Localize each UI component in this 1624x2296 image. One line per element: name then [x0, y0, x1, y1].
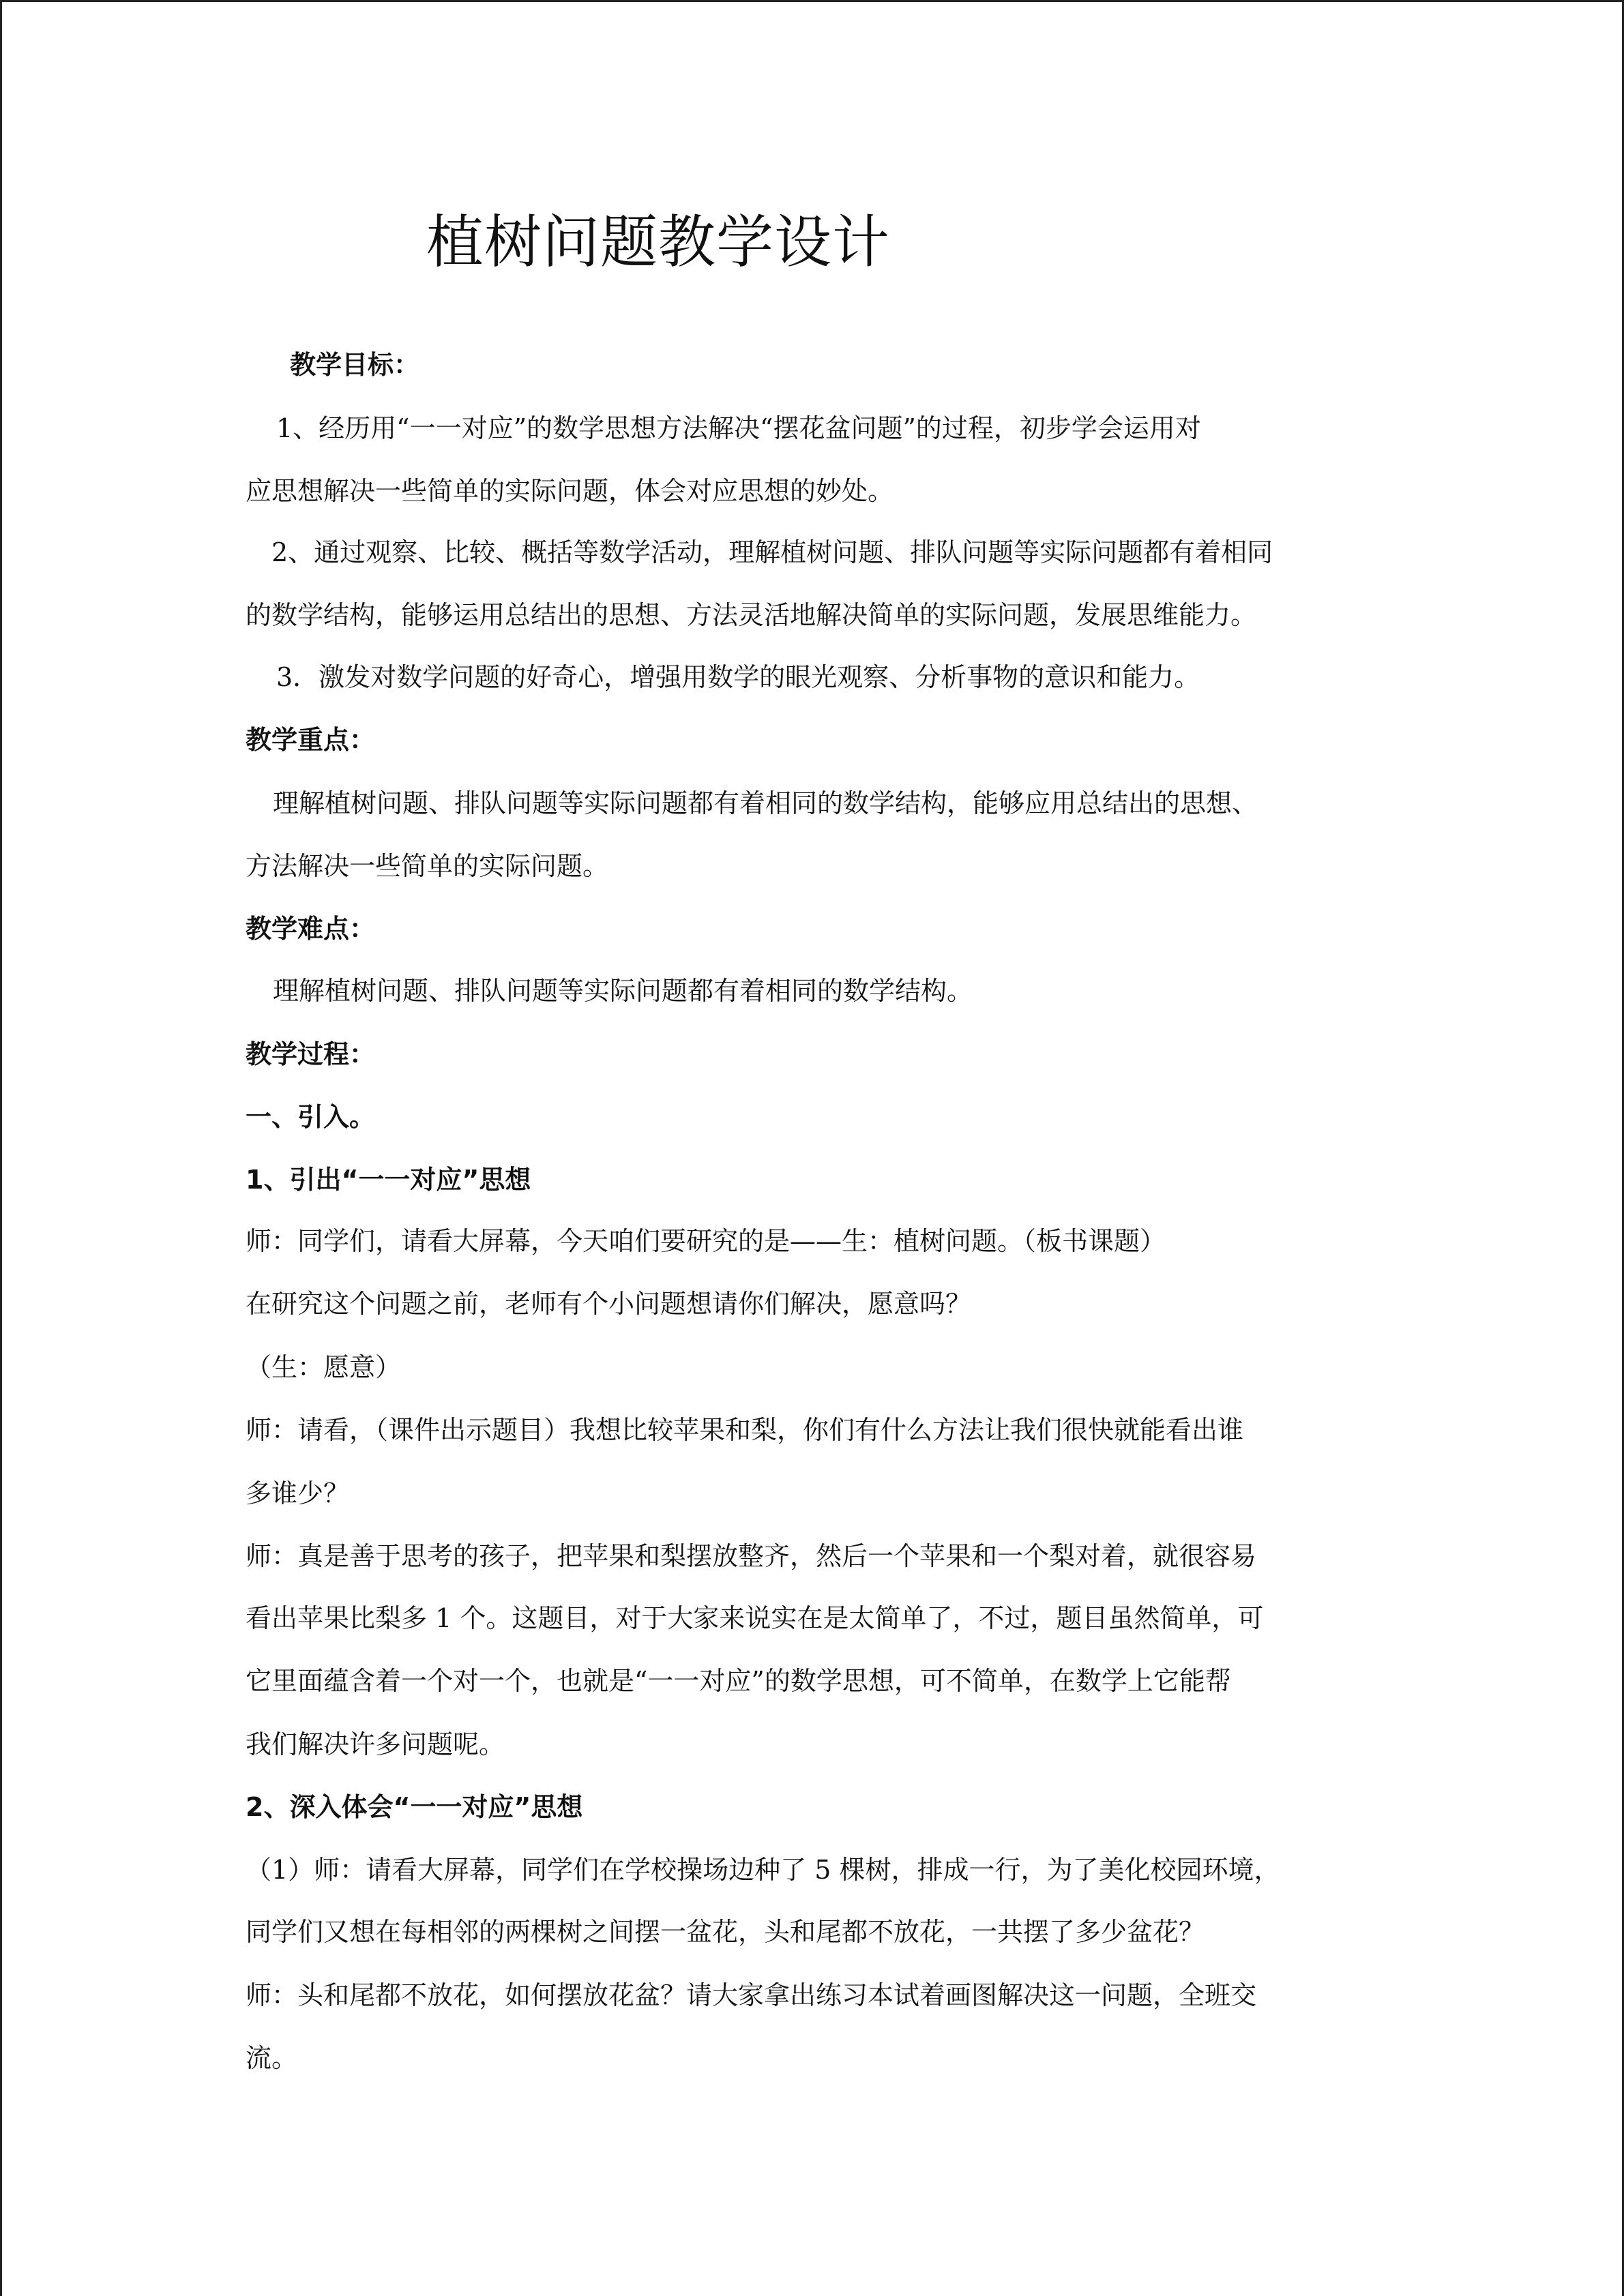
- subsection-1-heading: 1、引出“一一对应”思想: [246, 1165, 531, 1195]
- key-points-line-1: 理解植树问题、排队问题等实际问题都有着相同的数学结构，能够应用总结出的思想、: [273, 788, 1258, 818]
- objectives-heading: 教学目标：: [290, 350, 420, 380]
- paragraph-6-line-2: 同学们又想在每相邻的两棵树之间摆一盆花，头和尾都不放花，一共摆了多少盆花？: [246, 1917, 1205, 1947]
- objective-2-line-1: 2、通过观察、比较、概括等数学活动，理解植树问题、排队问题等实际问题都有着相同: [271, 537, 1273, 567]
- paragraph-2: 在研究这个问题之前，老师有个小问题想请你们解决，愿意吗？: [246, 1289, 972, 1319]
- paragraph-1: 师：同学们，请看大屏幕，今天咱们要研究的是——生：植树问题。（板书课题）: [246, 1226, 1166, 1256]
- section-introduction: 一、引入。: [246, 1102, 376, 1132]
- objective-1-line-1: 1、经历用“一一对应”的数学思想方法解决“摆花盆问题”的过程，初步学会运用对: [276, 413, 1201, 443]
- page-border-left: [0, 0, 2, 2296]
- paragraph-6-line-1: （1）师：请看大屏幕，同学们在学校操场边种了 5 棵树，排成一行，为了美化校园环境，: [246, 1855, 1280, 1885]
- difficult-points-line: 理解植树问题、排队问题等实际问题都有着相同的数学结构。: [273, 976, 973, 1006]
- paragraph-7-line-1: 师：头和尾都不放花，如何摆放花盆？请大家拿出练习本试着画图解决这一问题，全班交: [246, 1980, 1257, 2010]
- paragraph-5-line-1: 师：真是善于思考的孩子，把苹果和梨摆放整齐，然后一个苹果和一个梨对着，就很容易: [246, 1541, 1257, 1571]
- objective-1-line-2: 应思想解决一些简单的实际问题，体会对应思想的妙处。: [246, 476, 894, 506]
- objective-3: 3．激发对数学问题的好奇心，增强用数学的眼光观察、分析事物的意识和能力。: [276, 662, 1200, 692]
- objective-2-line-2: 的数学结构，能够运用总结出的思想、方法灵活地解决简单的实际问题，发展思维能力。: [246, 600, 1257, 630]
- subsection-2-heading: 2、深入体会“一一对应”思想: [246, 1792, 583, 1822]
- paragraph-5-line-4: 我们解决许多问题呢。: [246, 1729, 505, 1759]
- paragraph-5-line-2: 看出苹果比梨多 1 个。这题目，对于大家来说实在是太简单了，不过，题目虽然简单，可: [246, 1603, 1264, 1633]
- paragraph-5-line-3: 它里面蕴含着一个对一个，也就是“一一对应”的数学思想，可不简单，在数学上它能帮: [246, 1666, 1231, 1696]
- key-points-line-2: 方法解决一些简单的实际问题。: [246, 851, 609, 881]
- key-points-heading: 教学重点：: [246, 725, 376, 755]
- paragraph-7-line-2: 流。: [246, 2043, 298, 2073]
- difficult-points-heading: 教学难点：: [246, 914, 376, 944]
- page-border-top: [0, 0, 1624, 2]
- paragraph-4-line-2: 多谁少？: [246, 1478, 350, 1508]
- paragraph-4-line-1: 师：请看，（课件出示题目）我想比较苹果和梨，你们有什么方法让我们很快就能看出谁: [246, 1415, 1244, 1445]
- paragraph-3: （生：愿意）: [246, 1352, 402, 1382]
- document-title: 植树问题教学设计: [426, 209, 891, 275]
- process-heading: 教学过程：: [246, 1039, 376, 1069]
